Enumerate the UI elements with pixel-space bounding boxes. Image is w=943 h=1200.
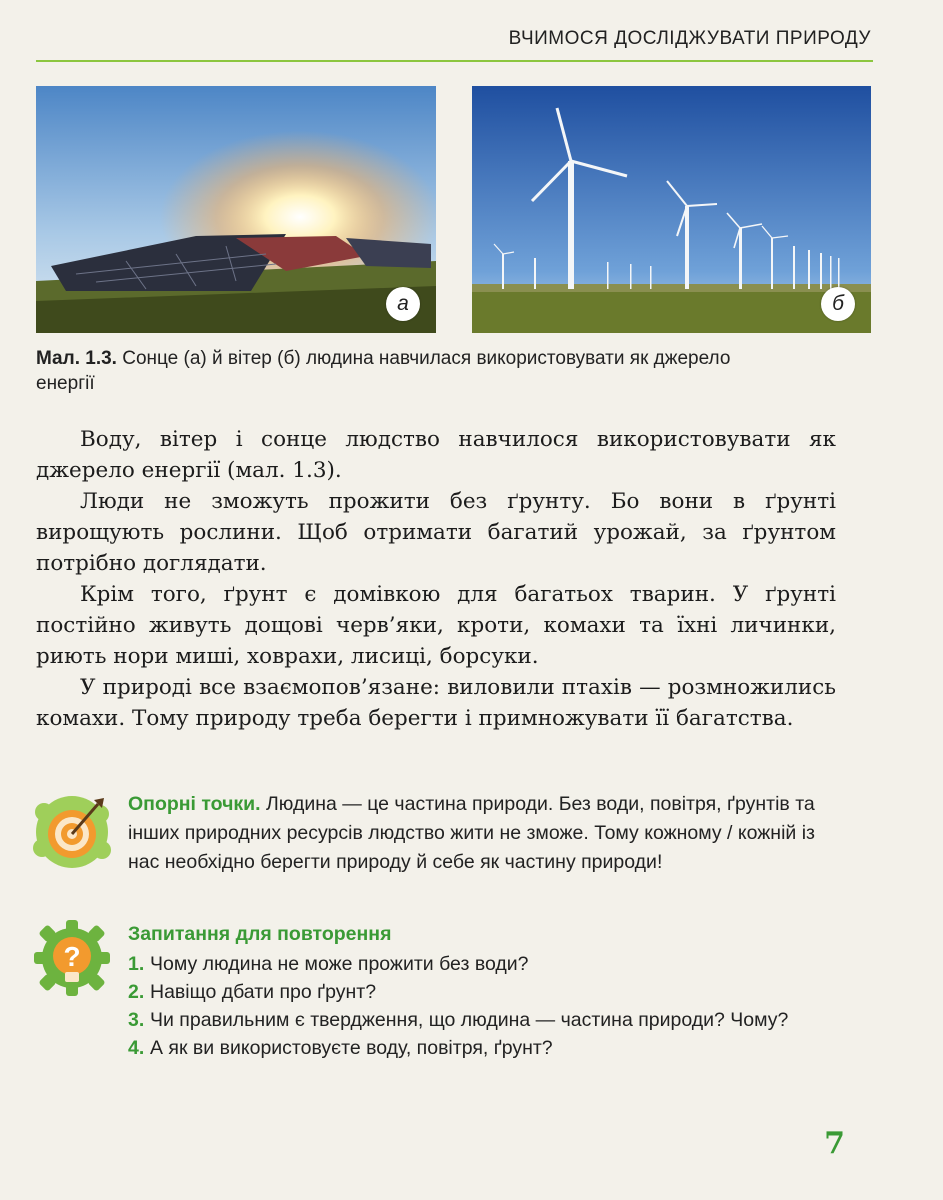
header-rule — [36, 60, 873, 62]
question-text: А як ви використовуєте воду, повітря, ґрунт? — [150, 1037, 553, 1059]
figure-caption-text: Сонце (а) й вітер (б) людина навчилася використовувати як джерело енергії — [36, 348, 731, 394]
question-text: Навіщо дбати про ґрунт? — [150, 981, 377, 1003]
question-item — [128, 1034, 848, 1062]
question-text: Чи правильним є твердження, що людина — частина природи? Чому? — [150, 1009, 789, 1031]
key-points-title: Опорні точки. — [128, 793, 261, 815]
question-item — [128, 978, 848, 1006]
questions-title: Запитання для повторення — [128, 923, 392, 945]
question-item — [128, 1006, 848, 1034]
figure-label-b: б — [821, 287, 855, 321]
question-gear-icon — [32, 918, 112, 998]
svg-text:?: ? — [63, 941, 81, 972]
wind-turbines-photo — [472, 86, 871, 333]
question-text: Чому людина не може прожити без води? — [150, 953, 529, 975]
paragraph: Люди не зможуть прожити без ґрунту. Бо вони в ґрунті вирощують рослини. Щоб отримати багатий урожай, за ґрунтом потрібно доглядати. — [36, 489, 836, 576]
target-icon — [32, 792, 112, 872]
paragraph: Крім того, ґрунт є домівкою для багатьох тварин. У ґрунті постійно живуть дощові черв’яки, кроти, комахи та їхні личинки, риють нори миші, ховрахи, лисиці, борсуки. — [36, 582, 836, 669]
figure-caption-ref: Мал. 1.3. — [36, 348, 117, 369]
key-points-text: Людина — це частина природи. Без води, повітря, ґрунтів та інших природних ресурсів людство жити не зможе. Тому кожному / кожній із нас необхідно берегти природу й себе як частину природи! — [128, 793, 815, 873]
question-item — [128, 950, 848, 978]
paragraph: Воду, вітер і сонце людство навчилося використовувати як джерело енергії (мал. 1.3). — [36, 427, 836, 483]
body-text — [36, 424, 836, 734]
paragraph: У природі все взаємопов’язане: виловили птахів — розмножились комахи. Тому природу треба берегти і примножувати її багатства. — [36, 675, 836, 731]
question-number: 1. — [128, 953, 145, 975]
question-number: 4. — [128, 1037, 145, 1059]
page-number: 7 — [824, 1126, 845, 1161]
solar-panels-photo — [36, 86, 436, 333]
question-number: 3. — [128, 1009, 145, 1031]
figure-label-a: а — [386, 287, 420, 321]
questions-list — [128, 950, 848, 1062]
page-header-title: ВЧИМОСЯ ДОСЛІДЖУВАТИ ПРИРОДУ — [508, 28, 871, 49]
question-number: 2. — [128, 981, 145, 1003]
figure-caption — [36, 346, 756, 396]
key-points — [128, 790, 848, 877]
